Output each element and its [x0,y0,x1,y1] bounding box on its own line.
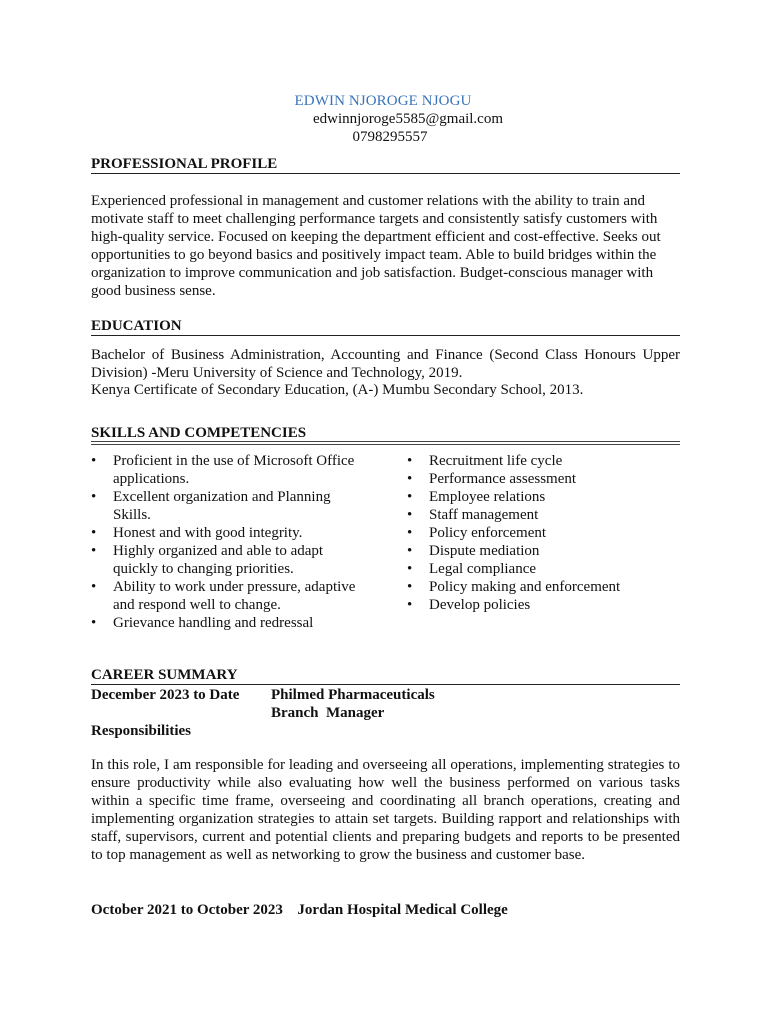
bullet-icon: • [407,579,413,595]
skill-item: • Policy making and enforcement [407,579,621,595]
skill-item: • Excellent organization and Planning Skills. [91,489,331,523]
candidate-phone: 0798295557 [352,129,428,145]
bullet-icon: • [407,561,413,577]
bullet-icon: • [407,489,413,505]
skills-rule [91,441,680,442]
bullet-icon: • [407,507,413,523]
bullet-icon: • [91,543,97,559]
job2-date: October 2021 to October 2023 [91,902,283,918]
skill-item: • Proficient in the use of Microsoft Office applications. [91,453,355,487]
education-kcse: Kenya Certificate of Secondary Education, (A-) Mumbu Secondary School, 2013. [91,382,584,398]
skill-item: • Highly organized and able to adapt quickly to changing priorities. [91,543,324,577]
profile-line: organization to improve communication and job satisfaction. Budget-conscious manager with [91,265,654,281]
bullet-icon: • [91,489,97,505]
candidate-email: edwinnjoroge5585@gmail.com [312,111,504,127]
job1-description: In this role, I am responsible for leading and overseeing all operations, implementing strategies to ensure productivity while also evaluating how well the business performed on various tasks within a specific time frame, overseeing and coordinating all branch operations, creating and implementing organization strategies to attain set targets. Building rapport and relationships with staff, supervisors, current and potential clients and preparing budgets and reports to be presented to top management as well as networking to grow the business and customer base. [91,757,680,863]
profile-rule [91,173,680,174]
job2-header [91,901,508,919]
profile-line: good business sense. [91,283,216,299]
bullet-icon: • [91,579,97,595]
job2-company: Jordan Hospital Medical College [297,902,508,918]
bullet-icon: • [91,525,97,541]
skills-heading: SKILLS AND COMPETENCIES [91,425,307,441]
education-degree: Bachelor of Business Administration, Accounting and Finance (Second Class Honours Upper Division) -Meru University of Science and Technology, 2019. [91,347,680,381]
bullet-icon: • [407,597,413,613]
skill-item: • Staff management [407,507,539,523]
skill-item: • Performance assessment [407,471,577,487]
job1-role: Branch Manager [271,705,385,721]
job1-responsibilities-label: Responsibilities [91,723,192,739]
skill-item: • Honest and with good integrity. [91,525,303,541]
skill-item: • Develop policies [407,597,531,613]
bullet-icon: • [407,453,413,469]
skill-item: • Ability to work under pressure, adaptive and respond well to change. [91,579,356,613]
education-heading: EDUCATION [91,318,182,334]
profile-heading: PROFESSIONAL PROFILE [91,156,278,172]
career-heading: CAREER SUMMARY [91,667,238,683]
skill-item: • Dispute mediation [407,543,540,559]
profile-line: opportunities to go beyond basics and positively impact team. Able to build bridges within the [91,247,657,263]
skill-item: • Employee relations [407,489,546,505]
bullet-icon: • [407,471,413,487]
bullet-icon: • [91,453,97,469]
profile-line: high-quality service. Focused on keeping the department efficient and cost-effective. Seeks out [91,229,661,245]
profile-line: Experienced professional in management and customer relations with the ability to train and [91,193,645,209]
skill-item: • Policy enforcement [407,525,547,541]
education-rule [91,335,680,336]
profile-text [91,192,680,300]
bullet-icon: • [407,543,413,559]
job1-date: December 2023 to Date [91,687,240,703]
skill-item: • Grievance handling and redressal [91,615,314,631]
bullet-icon: • [91,615,97,631]
profile-line: motivate staff to meet challenging performance targets and consistently satisfy customers with [91,211,658,227]
job1-company: Philmed Pharmaceuticals [271,687,435,703]
candidate-name: EDWIN NJOROGE NJOGU [294,93,472,109]
skill-item: • Legal compliance [407,561,537,577]
skills-list-right [407,452,680,614]
bullet-icon: • [407,525,413,541]
career-rule [91,684,680,685]
resume-header [0,92,768,146]
skill-item: • Recruitment life cycle [407,453,563,469]
skills-list-left [91,452,381,632]
